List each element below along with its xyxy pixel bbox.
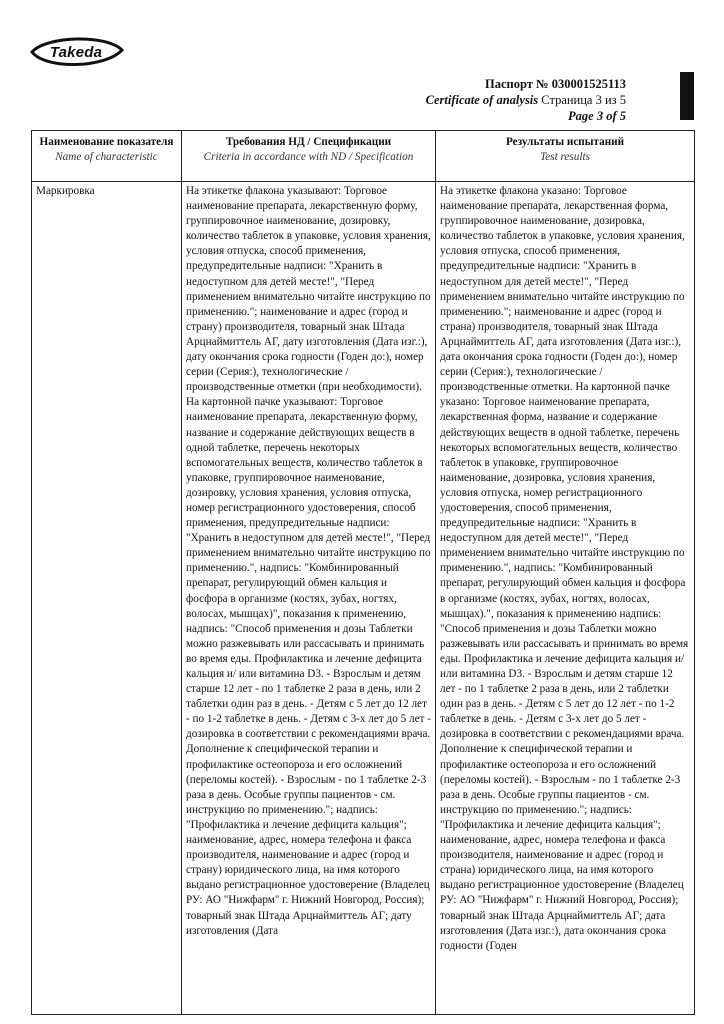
passport-label: Паспорт № [484,77,549,91]
logo-text: Takeda [49,43,103,61]
page-ru: Страница 3 из 5 [541,93,626,107]
specification-table [31,130,695,1015]
header-criteria [182,131,436,182]
passport-line [426,76,626,92]
header-ru: Требования НД / Спецификации [225,136,392,148]
certificate-label: Certificate of analysis [425,93,539,107]
table-row [32,182,695,1015]
cell-requirement: На этикетке флакона указывают: Торговое наименование препарата, лекарственную форму, группировочное наименование, дозировку, количество таблеток в упаковке, условия хранения, условия отпуска, способ применения, предупредительные надписи: "Хранить в недоступном для детей месте!", "Перед применением внимательно читайте инструкцию по применению."; наименование и адрес (город и страну) производителя, товарный знак Штада Арцнаймиттель АГ, дату изготовления (Дата изг.:), дату окончания срока годности (Годен до:), номер серии (Серия:), технологические / производственные отметки (при необходимости). На картонной пачке указывают: Торговое наименование препарата, лекарственную форму, название и содержание действующих веществ в одной таблетке, перечень некоторых вспомогательных веществ, количество таблеток в упаковке, группировочное наименование, дозировку, условия хранения, условия отпуска, номер регистрационного удостоверения, способ применения, предупредительные надписи: "Хранить в недоступном для детей месте!", "Перед применением внимательно читайте инструкцию по применению.", надпись: "Комбинированный препарат, регулирующий обмен кальция и фосфора в организме (костях, зубах, ногтях, волосах, мышцах)", показания к применению, надпись: "Способ применения и дозы Таблетки можно разжевывать или рассасывать и принимать во время еды. Профилактика и лечение дефицита кальция и/ или витамина D3. - Взрослым и детям старше 12 лет - по 1 таблетке 2 раза в день, или 2 таблетки один раз в день. - Детям с 5 лет до 12 лет - по 1-2 таблетке в день. - Детям с 3-х лет до 5 лет - дозировка в соответствии с рекомендациями врача. Дополнение к специфической терапии и профилактике остеопороза и его осложнений (переломы костей). - Взрослым - по 1 таблетке 2-3 раза в день. Особые группы пациентов - см. инструкцию по применению."; надпись: "Профилактика и лечение дефицита кальция"; наименование, адрес, номера телефона и факса производителя, наименование и адрес (город и страну) юридического лица, на имя которого выдано регистрационное удостоверение (Владелец РУ: АО "Нижфарм" г. Нижний Новгород, Россия); товарный знак Штада Арцнаймиттель АГ; дату изготовления (Дата [182,182,436,1015]
cell-characteristic-name: Маркировка [32,182,182,1015]
passport-number: 030001525113 [551,77,626,91]
certificate-line [426,92,626,108]
header-results [436,131,695,182]
header-ru: Результаты испытаний [505,136,625,148]
header-en: Name of characteristic [55,151,158,164]
header-en: Criteria in accordance with ND / Specification [203,151,414,164]
header-en: Test results [540,151,590,164]
page-en: Page 3 of 5 [568,109,626,123]
header-characteristic [32,131,182,182]
takeda-logo [26,30,126,74]
header-ru: Наименование показателя [39,136,174,148]
margin-marker [680,72,694,120]
table-header-row [32,131,695,182]
cell-result: На этикетке флакона указано: Торговое наименование препарата, лекарственная форма, группировочное наименование, дозировка, количество таблеток в упаковке, условия хранения, условия отпуска, способ применения, предупредительные надписи: "Хранить в недоступном для детей месте!", "Перед применением внимательно читайте инструкцию по применению."; наименование и адрес (город и страна) производителя, товарный знак Штада Арцнаймиттель АГ, дата изготовления (Дата изг.:), дата окончания срока годности (Годен до:), номер серии (Серия:), технологические / производственные отметки. На картонной пачке указано: Торговое наименование препарата, лекарственная форма, название и содержание действующих веществ в одной таблетке, перечень некоторых вспомогательных веществ, количество таблеток в упаковке, группировочное наименование, дозировка, условия хранения, условия отпуска, номер регистрационного удостоверения, способ применения, предупредительные надписи: "Хранить в недоступном для детей месте!", "Перед применением внимательно читайте инструкцию по применению.", надпись: "Комбинированный препарат, регулирующий обмен кальция и фосфора в организме (костях, зубах, ногтях, волосах, мышцах).", показания к применению надпись: "Способ применения и дозы Таблетки можно разжевывать или рассасывать и принимать во время еды. Профилактика и лечение дефицита кальция и/ или витамина D3. - Взрослым и детям старше 12 лет - по 1 таблетке 2 раза в день, или 2 таблетки один раз в день. - Детям с 5 лет до 12 лет - по 1-2 таблетке в день. - Детям с 3-х лет до 5 лет - дозировка в соответствии с рекомендациями врача. Дополнение к специфической терапии и профилактике остеопороза и его осложнений (переломы костей). - Взрослым - по 1 таблетке 2-3 раза в день. Особые группы пациентов - см. инструкцию по применению."; надпись: "Профилактика и лечение дефицита кальция"; наименование, адрес, номера телефона и факса производителя, наименование и адрес (город и страна) юридического лица, на имя которого выдано регистрационное удостоверение (Владелец РУ: АО "Нижфарм" г. Нижний Новгород, Россия); товарный знак Штада Арцнаймиттель АГ; дата изготовления (Дата изг.:), дата окончания срока годности (Годен [436,182,695,1015]
document-header [426,76,626,124]
